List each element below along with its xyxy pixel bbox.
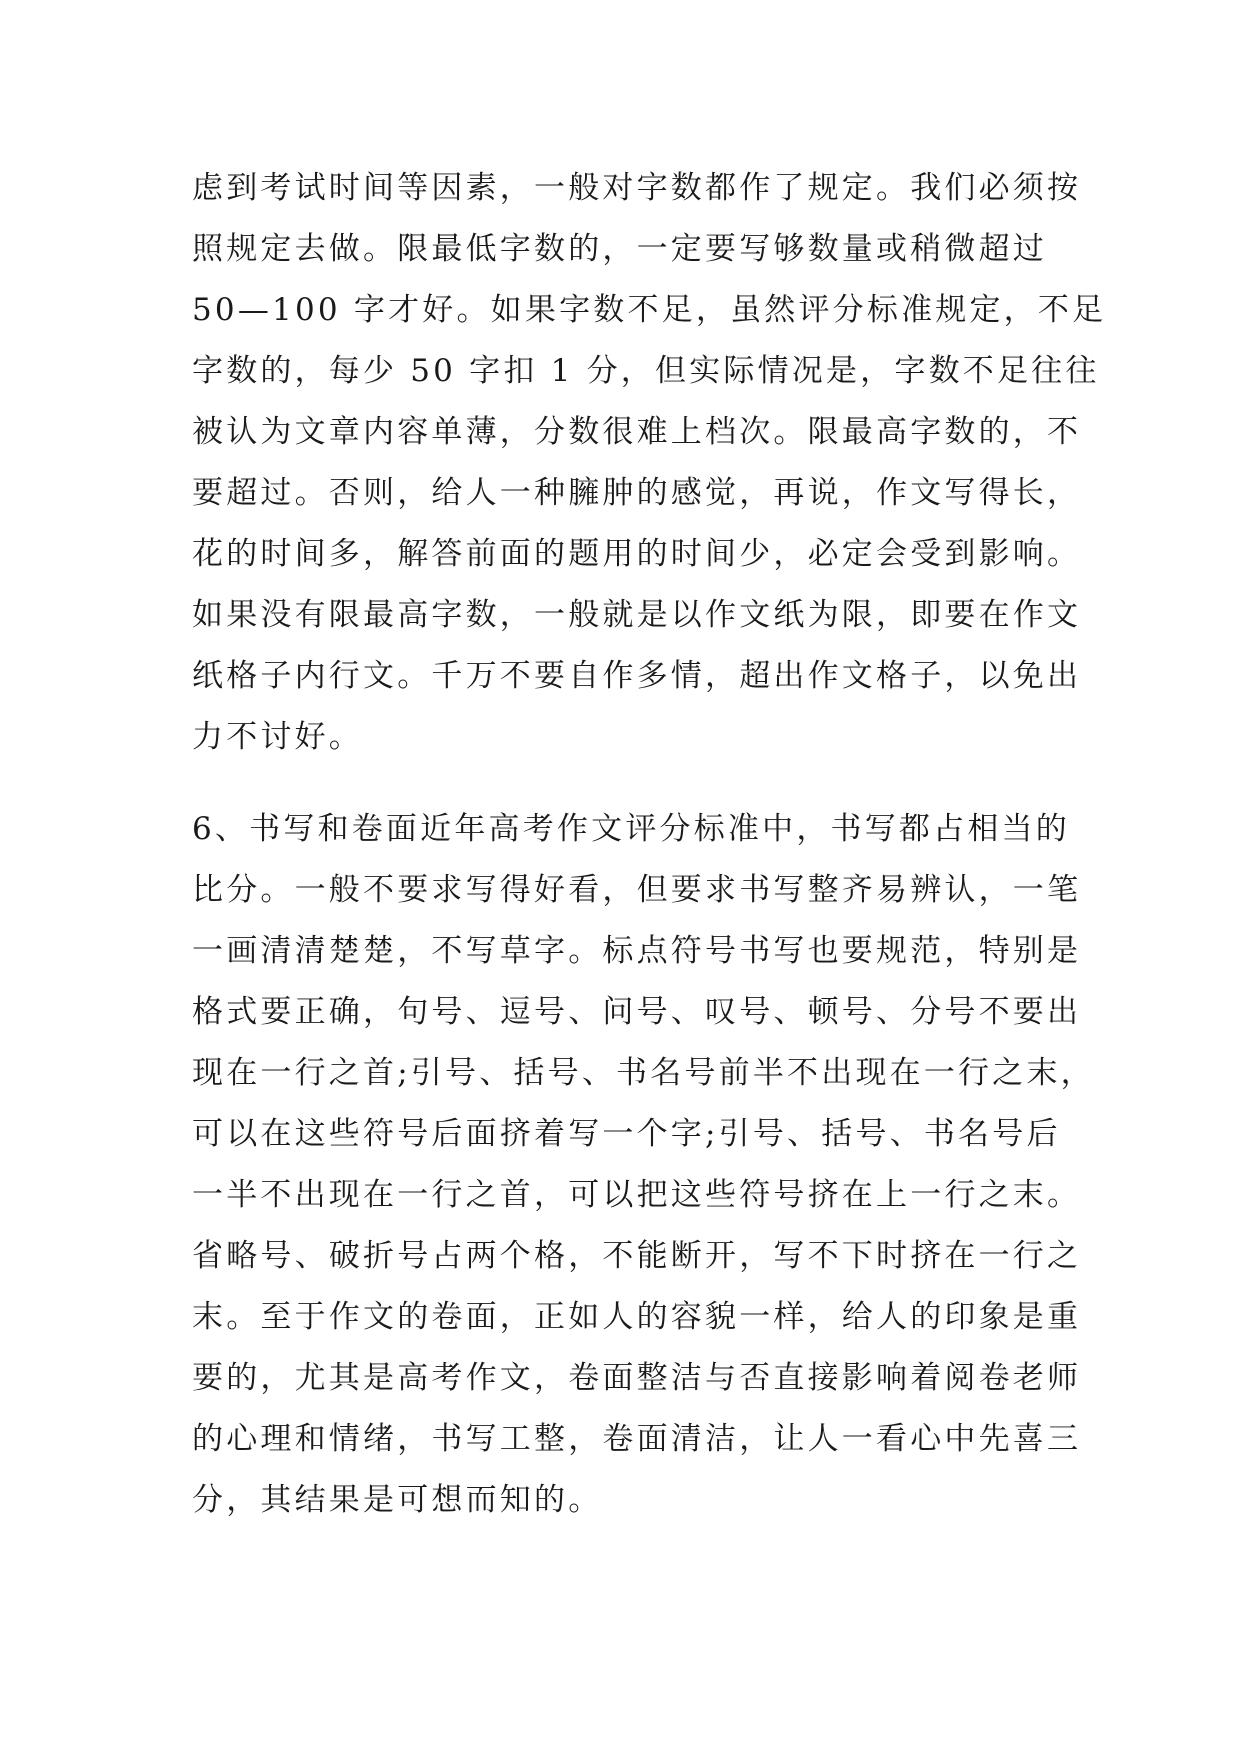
paragraph-word-count	[192, 158, 1107, 768]
text-line: 花的时间多，解答前面的题用的时间少，必定会受到影响。	[192, 536, 1082, 572]
text-line: 50—100 字才好。如果字数不足，虽然评分标准规定，不足	[192, 292, 1107, 328]
text-line: 要超过。否则，给人一种臃肿的感觉，再说，作文写得长，	[192, 475, 1082, 511]
text-line: 省略号、破折号占两个格，不能断开，写不下时挤在一行之	[192, 1238, 1082, 1274]
text-line: 分，其结果是可想而知的。	[192, 1482, 603, 1518]
text-line: 末。至于作文的卷面，正如人的容貌一样，给人的印象是重	[192, 1299, 1082, 1335]
text-line: 比分。一般不要求写得好看，但要求书写整齐易辨认，一笔	[192, 872, 1082, 908]
text-line: 纸格子内行文。千万不要自作多情，超出作文格子，以免出	[192, 658, 1082, 694]
text-line: 力不讨好。	[192, 719, 363, 755]
text-line: 照规定去做。限最低字数的，一定要写够数量或稍微超过	[192, 231, 1047, 267]
text-line: 被认为文章内容单薄，分数很难上档次。限最高字数的，不	[192, 414, 1082, 450]
text-line: 字数的，每少 50 字扣 1 分，但实际情况是，字数不足往往	[192, 353, 1100, 389]
paragraph-handwriting-and-layout	[192, 799, 1095, 1531]
text-line: 可以在这些符号后面挤着写一个字;引号、括号、书名号后	[192, 1116, 1061, 1152]
text-line: 格式要正确，句号、逗号、问号、叹号、顿号、分号不要出	[192, 994, 1082, 1030]
text-line: 的心理和情绪，书写工整，卷面清洁，让人一看心中先喜三	[192, 1421, 1082, 1457]
text-line: 现在一行之首;引号、括号、书名号前半不出现在一行之末，	[192, 1055, 1095, 1091]
text-line: 一画清清楚楚，不写草字。标点符号书写也要规范，特别是	[192, 933, 1082, 969]
text-line: 一半不出现在一行之首，可以把这些符号挤在上一行之末。	[192, 1177, 1082, 1213]
text-line: 如果没有限最高字数，一般就是以作文纸为限，即要在作文	[192, 597, 1082, 633]
text-line: 6、书写和卷面近年高考作文评分标准中，书写都占相当的	[192, 811, 1070, 847]
text-line: 要的，尤其是高考作文，卷面整洁与否直接影响着阅卷老师	[192, 1360, 1082, 1396]
text-line: 虑到考试时间等因素，一般对字数都作了规定。我们必须按	[192, 170, 1082, 206]
